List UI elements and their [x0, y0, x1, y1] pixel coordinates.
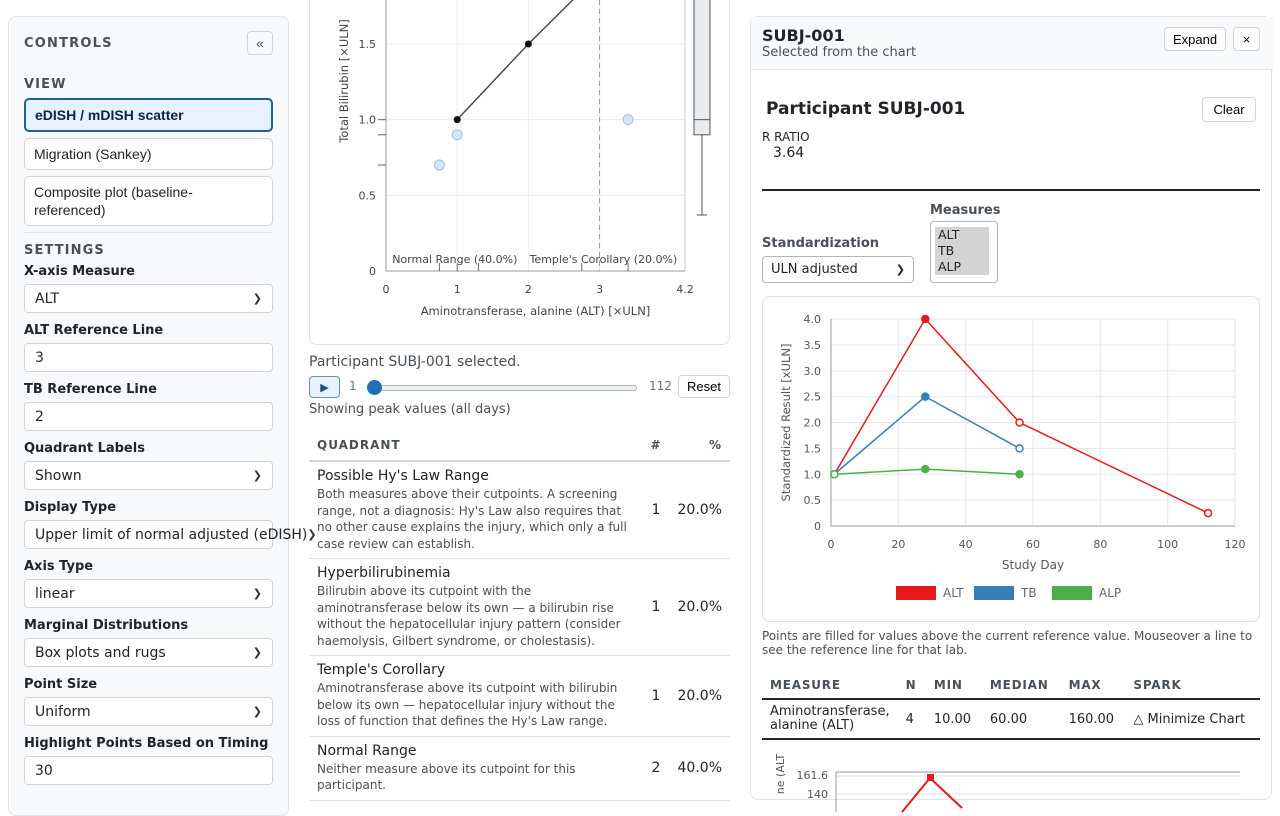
- spark-alt-line: [902, 778, 962, 812]
- quadrant-labels-label: Quadrant Labels: [24, 441, 145, 456]
- controls-title: CONTROLS: [24, 35, 113, 51]
- chevron-down-icon: ❯: [307, 528, 317, 541]
- y-tick-label: 0: [369, 265, 376, 278]
- table-row[interactable]: [309, 559, 730, 656]
- data-point-alp: [831, 471, 838, 478]
- legend-swatch-alp: [1052, 586, 1092, 600]
- alt-reference-field: [24, 323, 273, 372]
- data-point-alt: [1016, 419, 1023, 426]
- table-row[interactable]: [309, 736, 730, 800]
- x-tick-label: 3: [596, 283, 604, 296]
- measure-option-alt[interactable]: ALT: [935, 227, 989, 243]
- y-axis-label: Total Bilirubin [×ULN]: [337, 19, 351, 143]
- highlight-timing-label: Highlight Points Based on Timing: [24, 736, 269, 751]
- day-slider-thumb[interactable]: [367, 380, 382, 395]
- quadrant-description: Both measures above their cutpoints. A screening range, not a diagnosis: Hy's Law also requires that no other cause explains the injury, which only a full case review can establish.: [317, 487, 627, 551]
- measure-option-tb[interactable]: TB: [935, 243, 989, 259]
- quadrant-name: Hyperbilirubinemia: [317, 565, 451, 581]
- measure-name: Aminotransferase, alanine (ALT): [762, 699, 898, 739]
- x-axis-label: Aminotransferase, alanine (ALT) [×ULN]: [420, 304, 651, 318]
- x-tick-label: 0: [382, 283, 390, 296]
- participant-point: [623, 115, 633, 125]
- y-tick-label: 3.5: [803, 338, 821, 352]
- axis-type-label: Axis Type: [24, 559, 94, 574]
- standardization-select[interactable]: [762, 256, 914, 283]
- spark-chart: [762, 752, 1260, 812]
- y-tick-label: 0: [814, 520, 821, 533]
- marginal-distributions-field: [24, 618, 273, 667]
- x-tick-label: 40: [958, 538, 973, 551]
- participant-summary: [762, 83, 1260, 191]
- point-size-select[interactable]: Uniform ❯: [24, 697, 273, 726]
- quadrant-description: Aminotransferase above its cutpoint with bilirubin below its own — hepatocellular injury without the loss of function that defines the Hy's Law range.: [317, 681, 618, 728]
- selection-status: Participant SUBJ-001 selected.: [309, 354, 521, 370]
- measure-table-header: [762, 672, 1260, 699]
- quadrant-labels-field: [24, 441, 273, 490]
- edish-scatter-chart[interactable]: [310, 0, 731, 346]
- y-tick-label: 2.5: [803, 390, 821, 404]
- participant-title: Participant SUBJ-001: [766, 99, 966, 119]
- play-button[interactable]: ▶: [309, 376, 340, 398]
- selected-visit-point: [454, 116, 461, 123]
- settings-section-title: SETTINGS: [24, 243, 105, 258]
- tb-reference-input[interactable]: 2: [24, 402, 273, 431]
- peak-values-text: Showing peak values (all days): [309, 402, 511, 417]
- view-composite-button[interactable]: Composite plot (baseline-referenced): [24, 176, 273, 226]
- table-row[interactable]: [309, 656, 730, 737]
- x-tick-label: 80: [1093, 538, 1108, 551]
- point-size-label: Point Size: [24, 677, 98, 692]
- y-tick-label: 1.5: [803, 442, 821, 456]
- standardized-result-line-chart[interactable]: [763, 297, 1261, 623]
- chevron-down-icon: ❯: [252, 587, 262, 600]
- slider-max-label: 112: [649, 379, 672, 393]
- quadrant-count: 2: [642, 736, 669, 800]
- detail-title: SUBJ-001: [762, 26, 845, 45]
- x-tick-label: 100: [1157, 538, 1179, 551]
- x-tick-label: 20: [891, 538, 906, 551]
- x-tick-label: 60: [1026, 538, 1040, 551]
- data-point-alt: [1205, 510, 1212, 517]
- measure-n: 4: [898, 699, 926, 739]
- data-point-tb: [922, 393, 929, 400]
- x-tick-label: 1: [453, 283, 461, 296]
- quadrant-percent: 20.0%: [670, 656, 730, 737]
- alt-reference-label: ALT Reference Line: [24, 323, 164, 338]
- highlight-timing-field: [24, 736, 273, 785]
- minimize-chart-link[interactable]: △ Minimize Chart: [1125, 699, 1260, 739]
- scatter-card: [309, 0, 730, 345]
- spark-y-label: ne (ALT: [774, 753, 787, 795]
- chevron-down-icon: ❯: [252, 646, 262, 659]
- point-size-field: [24, 677, 273, 726]
- y-tick-label: 1.0: [358, 113, 376, 127]
- quadrant-name: Normal Range: [317, 742, 417, 759]
- tb-reference-label: TB Reference Line: [24, 382, 157, 397]
- participant-detail-panel: [750, 16, 1272, 800]
- spark-alt-point: [927, 774, 934, 781]
- timeline-chart-card: [762, 296, 1260, 622]
- measure-summary-table: [762, 672, 1260, 740]
- quadrant-table-header: [309, 430, 730, 461]
- marginal-boxplot: [694, 0, 710, 135]
- spark-tick: 161.6: [796, 769, 828, 782]
- day-slider-track[interactable]: [371, 385, 637, 391]
- quadrant-label: Normal Range (40.0%): [392, 253, 518, 266]
- chart-note: Points are filled for values above the current reference value. Mouseover a line to see the reference line for that lab.: [762, 629, 1253, 657]
- legend-label-alp: ALP: [1099, 586, 1122, 600]
- y-tick-label: 0.5: [358, 189, 376, 203]
- y-tick-label: 1.5: [358, 37, 376, 51]
- data-point-alp: [922, 466, 929, 473]
- x-axis-measure-label: X-axis Measure: [24, 264, 135, 279]
- legend-swatch-alt: [896, 586, 936, 600]
- view-edish-button[interactable]: eDISH / mDISH scatter: [24, 98, 273, 132]
- quadrant-percent: 20.0%: [670, 559, 730, 656]
- display-type-label: Display Type: [24, 500, 117, 515]
- reset-button[interactable]: Reset: [678, 375, 730, 398]
- x-tick-label: 2: [524, 283, 532, 296]
- slider-min-label: 1: [349, 379, 357, 393]
- tb-reference-field: [24, 382, 273, 431]
- y-tick-label: 3.0: [803, 364, 821, 378]
- y-tick-label: 2.0: [803, 416, 821, 430]
- legend-swatch-tb: [974, 586, 1014, 600]
- r-ratio-value: 3.64: [773, 145, 805, 161]
- count-column-header[interactable]: #: [642, 430, 669, 461]
- quadrant-count: 1: [642, 559, 669, 656]
- clear-button[interactable]: Clear: [1202, 97, 1256, 122]
- y-tick-label: 4.0: [803, 313, 821, 326]
- quadrant-count: 1: [642, 656, 669, 737]
- standardization-label: Standardization: [762, 236, 880, 251]
- measure-column-header[interactable]: MEASURE: [762, 672, 898, 699]
- quadrant-description: Bilirubin above its cutpoint with the aminotransferase below its own — a bilirubin rise without the hepatocellular injury pattern (consider haemolysis, Gilbert syndrome, or cholestasis).: [317, 584, 621, 648]
- chevron-down-icon: ❯: [895, 263, 905, 276]
- series-line-alt: [834, 319, 1208, 513]
- r-ratio-label: R RATIO: [762, 130, 810, 144]
- marginal-distributions-label: Marginal Distributions: [24, 618, 189, 633]
- x-tick-label: 120: [1224, 538, 1246, 551]
- quadrant-count: 1: [642, 461, 669, 559]
- series-line-tb: [834, 397, 1019, 475]
- median-column-header[interactable]: MEDIAN: [982, 672, 1061, 699]
- measures-multiselect[interactable]: [930, 221, 998, 283]
- max-column-header[interactable]: MAX: [1061, 672, 1126, 699]
- detail-header: [751, 17, 1273, 70]
- x-tick-label: 0: [827, 538, 835, 551]
- highlight-timing-input[interactable]: 30: [24, 756, 273, 785]
- data-point-tb: [1016, 445, 1023, 452]
- x-tick-label: 4.2: [676, 283, 694, 296]
- quadrant-name: Temple's Corollary: [317, 662, 446, 678]
- quadrant-column-header[interactable]: QUADRANT: [309, 430, 642, 461]
- x-axis-measure-field: [24, 264, 273, 313]
- measure-option-alp[interactable]: ALP: [935, 259, 989, 275]
- legend-label-alt: ALT: [943, 586, 964, 600]
- view-section-title: VIEW: [24, 77, 67, 92]
- standardization-value: ULN adjusted: [771, 262, 858, 277]
- detail-subtitle: Selected from the chart: [762, 45, 917, 60]
- timeline-controls: [309, 375, 730, 399]
- x-axis-label: Study Day: [1001, 558, 1065, 572]
- selected-visit-point: [525, 40, 532, 47]
- data-point-alt: [922, 316, 929, 323]
- axis-type-field: [24, 559, 273, 608]
- quadrant-labels-select[interactable]: Shown ❯: [24, 461, 273, 490]
- x-axis-measure-select[interactable]: ALT ❯: [24, 284, 273, 313]
- percent-column-header[interactable]: %: [670, 430, 730, 461]
- n-column-header[interactable]: N: [898, 672, 926, 699]
- controls-divider: [24, 232, 273, 233]
- y-tick-label: 0.5: [803, 494, 821, 508]
- quadrant-name: Possible Hy's Law Range: [317, 468, 489, 484]
- quadrant-percent: 40.0%: [670, 736, 730, 800]
- min-column-header[interactable]: MIN: [926, 672, 982, 699]
- close-button[interactable]: ×: [1233, 27, 1260, 51]
- quadrant-description: Neither measure above its cutpoint for this participant.: [317, 761, 576, 792]
- collapse-controls-button[interactable]: «: [247, 31, 273, 55]
- marginal-distributions-select[interactable]: Box plots and rugs ❯: [24, 638, 273, 667]
- participant-point: [434, 160, 444, 170]
- quadrant-label: Temple's Corollary (20.0%): [529, 253, 678, 266]
- measures-label: Measures: [930, 203, 1001, 218]
- spark-tick: 140: [807, 788, 828, 801]
- measure-max: 160.00: [1061, 699, 1126, 739]
- alt-reference-input[interactable]: 3: [24, 343, 273, 372]
- legend-label-tb: TB: [1021, 586, 1037, 600]
- y-tick-label: 1.0: [803, 468, 821, 482]
- display-type-field: [24, 500, 317, 549]
- quadrant-table: [309, 430, 730, 801]
- selected-participant-path: [457, 0, 582, 120]
- y-axis-label: Standardized Result [xULN]: [779, 343, 793, 502]
- controls-header: [24, 17, 273, 69]
- controls-panel: [8, 16, 317, 816]
- chevron-down-icon: ❯: [252, 469, 262, 482]
- chevron-down-icon: ❯: [252, 705, 262, 718]
- data-point-alp: [1016, 471, 1023, 478]
- quadrant-percent: 20.0%: [670, 461, 730, 559]
- table-row[interactable]: [762, 699, 1260, 739]
- measure-median: 60.00: [982, 699, 1061, 739]
- chevron-down-icon: ❯: [252, 292, 262, 305]
- participant-point: [452, 130, 462, 140]
- expand-button[interactable]: Expand: [1164, 27, 1226, 51]
- table-row[interactable]: [309, 461, 730, 559]
- measure-min: 10.00: [926, 699, 982, 739]
- axis-type-select[interactable]: linear ❯: [24, 579, 273, 608]
- display-type-select[interactable]: Upper limit of normal adjusted (eDISH) ❯: [24, 520, 273, 549]
- spark-column-header: SPARK: [1125, 672, 1260, 699]
- view-sankey-button[interactable]: Migration (Sankey): [24, 138, 273, 170]
